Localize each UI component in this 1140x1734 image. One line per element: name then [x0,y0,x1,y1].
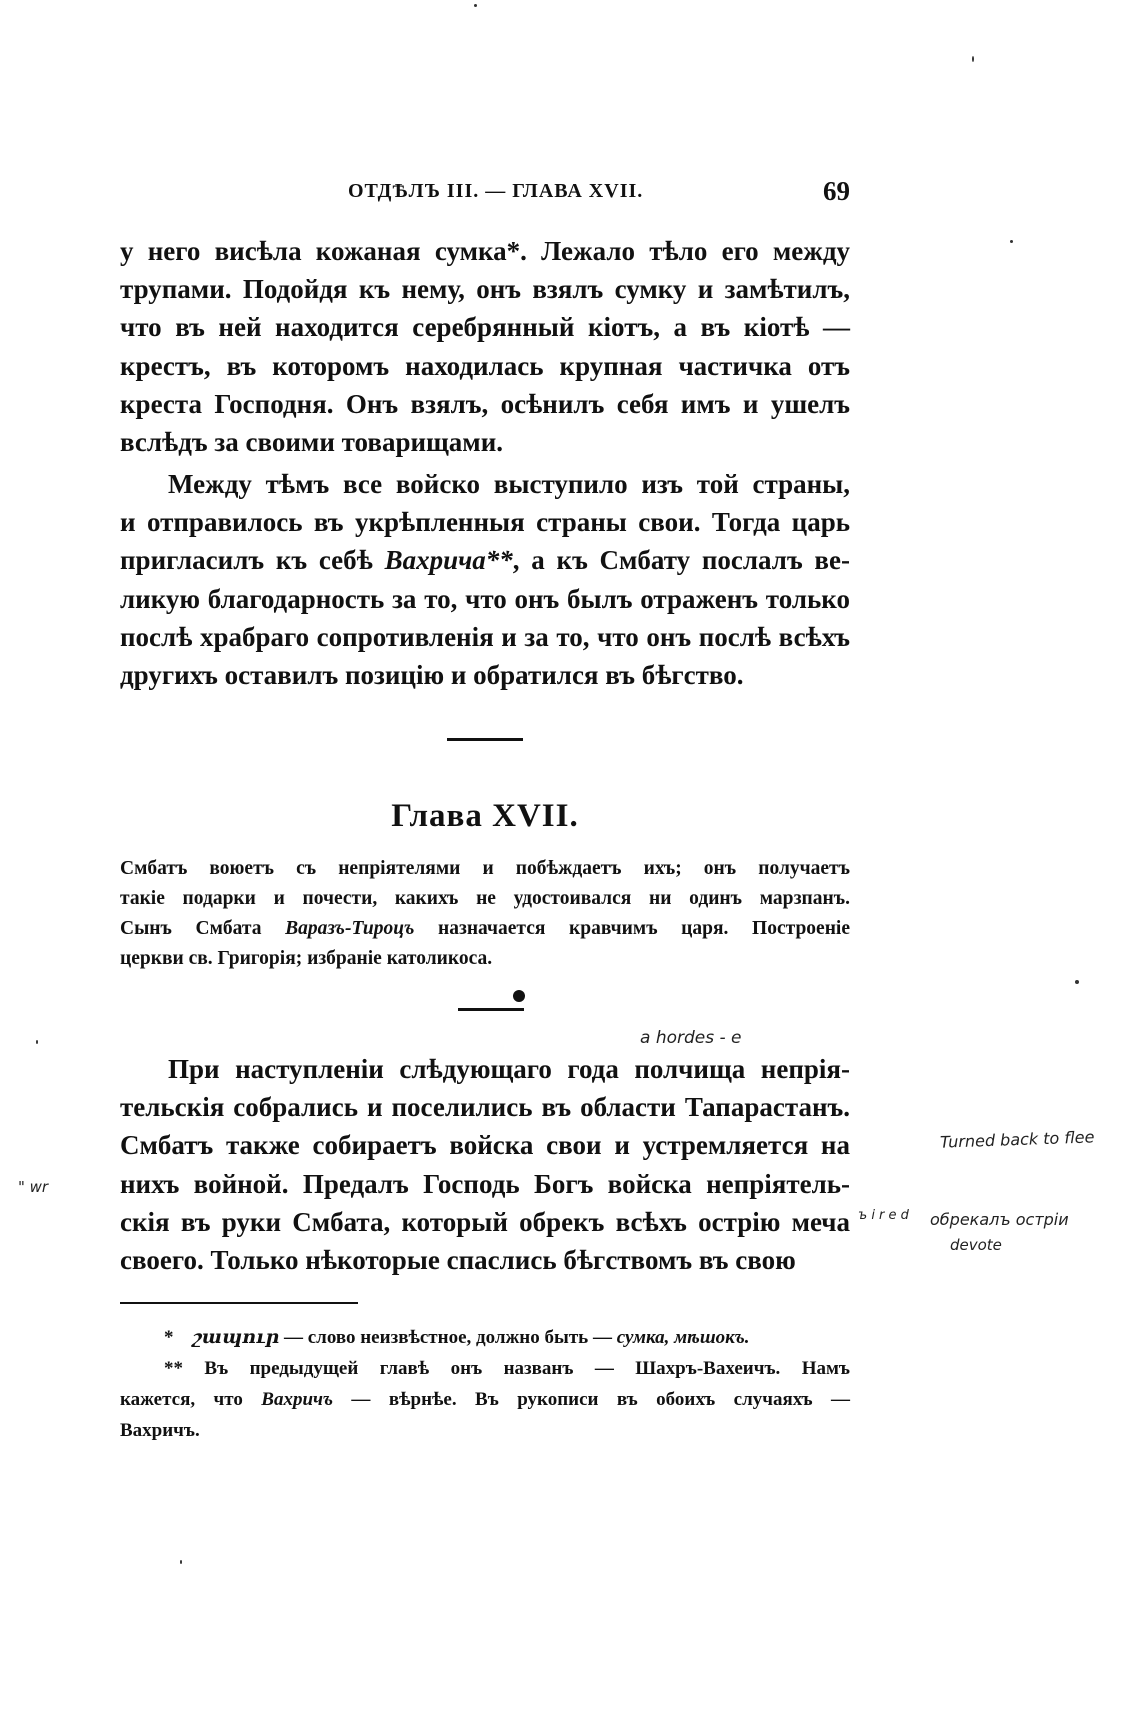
paragraph-1-line: крестъ, въ которомъ находилась крупная частичка отъ [120,350,850,381]
paragraph-1-line: у него висѣла кожаная сумка*. Лежало тѣло его между [120,236,850,266]
chapter-summary [120,854,850,974]
footnotes [120,1322,850,1446]
scan-speck [1075,980,1079,984]
paragraph-1-line: креста Господня. Онъ взялъ, осѣнилъ себя имъ и ушелъ [120,388,850,419]
footnote-1-marker: * [164,1327,174,1348]
footnote-2-text: кажется, что [120,1389,262,1410]
chapter-heading: Глава XVII. [391,798,579,834]
paragraph-2 [120,465,850,694]
footnote-1-italic: сумка, мѣшокъ. [616,1327,750,1348]
armenian-word: շապուր [192,1327,280,1348]
paragraph-3-line: Смбатъ также собираетъ войска свои и устремляется на [120,1130,850,1161]
footnote-1 [120,1322,850,1353]
footnote-1-text: — слово неизвѣстное, должно быть — [279,1327,617,1348]
handwritten-margin-note: Turned back to flee [939,1127,1095,1152]
summary-divider [458,1008,524,1011]
paragraph-2-line [120,541,850,579]
paragraph-3-line: скія въ руки Смбата, который обрекъ всѣхъ острію меча [120,1206,850,1237]
summary-line [120,914,850,944]
footnote-2-italic: Вахричъ [261,1389,334,1410]
paragraph-2-line: и отправилось въ укрѣпленныя страны свои. Тогда царь [120,507,850,538]
paragraph-3-line: тельскія собрались и поселились въ области Тапарастанъ. [120,1092,850,1123]
running-head-title: ОТДѢЛЪ III. — ГЛАВА XVII. [348,180,644,202]
paragraph-1-line: что въ ней находится серебрянный кіотъ, а въ кіотѣ — [120,312,850,343]
summary-text: назначается кравчимъ царя. Построеніе [414,918,850,939]
scan-speck [180,1560,182,1564]
paragraph-2-text: пригласилъ къ себѣ [120,545,385,576]
footnote-2-marker: ** [164,1358,183,1379]
running-head [120,176,850,216]
scan-speck [972,56,974,62]
paragraph-3 [120,1050,850,1279]
page-number: 69 [823,176,850,206]
name-varaz-tirots: Варазъ-Тироцъ [285,918,415,939]
footnote-2-text: Въ предыдущей главѣ онъ названъ — Шахръ-Вахеичъ. Намъ [183,1358,850,1379]
paragraph-3-line: нихъ войной. Предалъ Господь Богъ войска непріятель- [120,1168,850,1199]
paragraph-1 [120,232,850,461]
footnote-2-text: — вѣрнѣе. Въ рукописи въ обоихъ случаяхъ — [333,1389,850,1410]
handwritten-margin-note: ъ i r e d [858,1208,909,1223]
section-divider [447,738,523,741]
paragraph-1-line: трупами. Подойдя къ нему, онъ взялъ сумку и замѣтилъ, [120,274,850,305]
footnote-2-line [120,1384,850,1415]
ornament-dot [513,990,525,1002]
footnote-rule [120,1302,358,1304]
paragraph-3-line: При наступленіи слѣдующаго года полчища непрія- [168,1054,850,1084]
summary-line: такіе подарки и почести, какихъ не удостоивался ни одинъ марзпанъ. [120,888,850,909]
summary-text: Сынъ Смбата [120,918,286,939]
paragraph-2-line: послѣ храбраго сопротивленія и за то, что онъ послѣ всѣхъ [120,621,850,652]
name-vakhrich: Вахрича** [384,545,513,576]
summary-line: Смбатъ воюетъ съ непріятелями и побѣждаетъ ихъ; онъ получаетъ [120,858,850,879]
paragraph-2-line: другихъ оставилъ позицію и обратился въ бѣгство. [120,660,744,691]
handwritten-margin-note: обрекалъ остріи [930,1210,1069,1229]
summary-line: церкви св. Григорія; избраніе католикоса. [120,948,493,969]
paragraph-2-line: Между тѣмъ все войско выступило изъ той страны, [168,469,850,499]
paragraph-1-line: вслѣдъ за своими товарищами. [120,427,504,458]
footnote-2-line: Вахричъ. [120,1420,200,1441]
footnote-2 [120,1353,850,1384]
paragraph-2-line: ликую благодарность за то, что онъ былъ отраженъ только [120,583,850,614]
paragraph-2-text: , а къ Смбату послалъ ве- [512,545,850,576]
scan-speck [474,4,477,7]
handwritten-note-hordes: a hordes - e [640,1028,742,1048]
scan-speck [1010,240,1013,243]
handwritten-margin-note: " wr [18,1178,49,1196]
handwritten-margin-note: devote [950,1236,1002,1254]
scan-speck [36,1040,38,1044]
paragraph-3-line: своего. Только нѣкоторые спаслись бѣгствомъ въ свою [120,1245,796,1276]
